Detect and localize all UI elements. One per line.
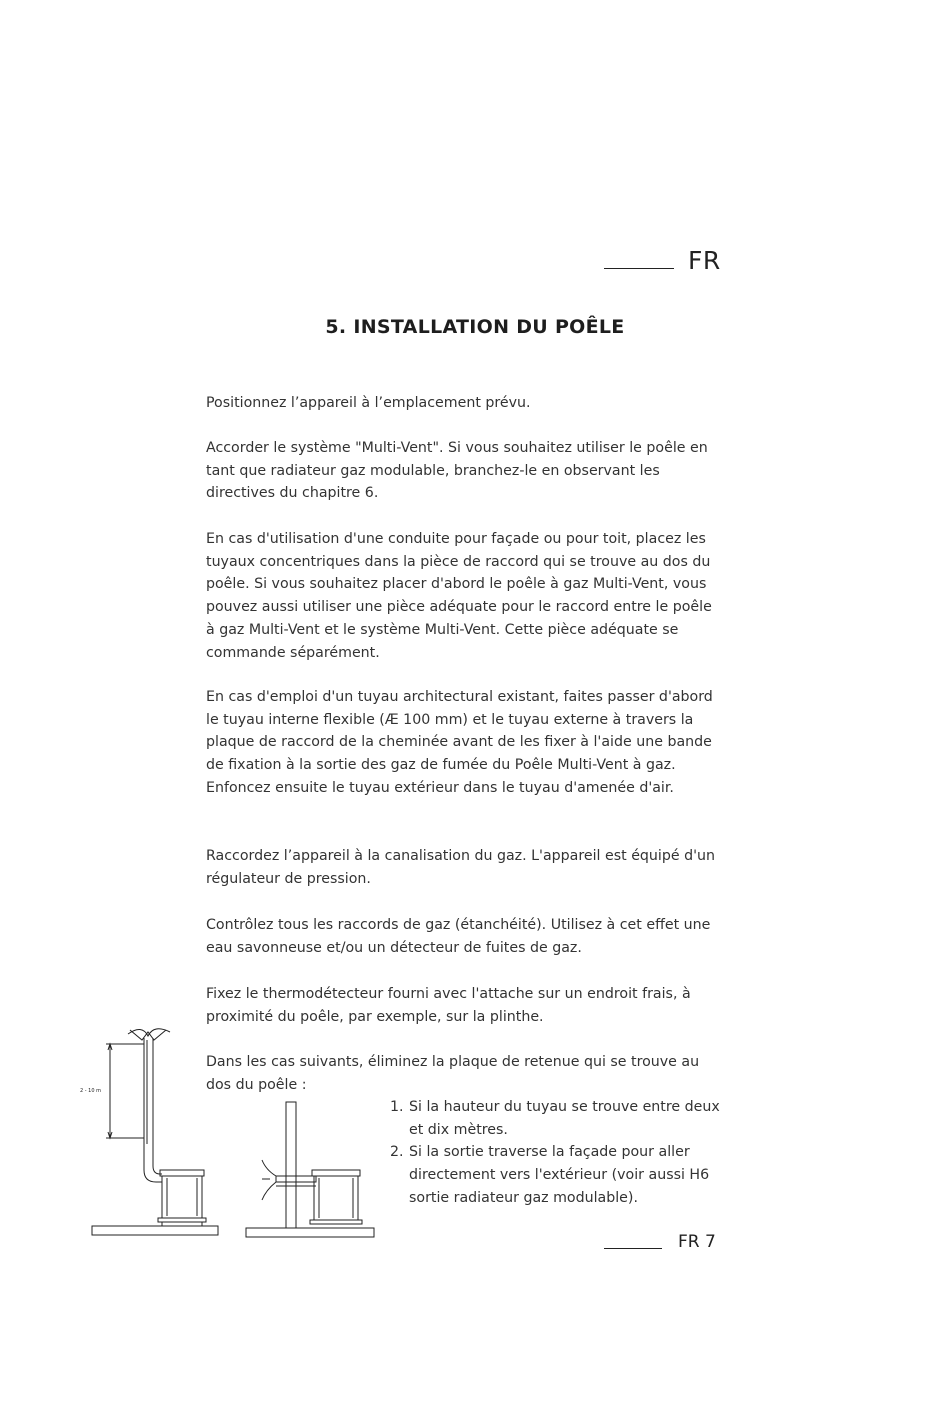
list-item (390, 1096, 720, 1141)
list-item-text: Si la hauteur du tuyau se trouve entre deux et dix mètres. (409, 1099, 720, 1138)
paragraph-leak-check: Contrôlez tous les raccords de gaz (étanchéité). Utilisez à cet effet une eau savonneuse et/ou un détecteur de fuites de gaz. (206, 917, 711, 956)
vertical-flue-diagram (92, 1029, 218, 1235)
list-item-number: 2. (390, 1144, 404, 1161)
conditions-list (390, 1096, 720, 1210)
paragraph-restrictor-plate: Dans les cas suivants, éliminez la plaque de retenue qui se trouve au dos du poêle : (206, 1054, 700, 1093)
paragraph-facade-roof-duct: En cas d'utilisation d'une conduite pour façade ou pour toit, placez les tuyaux concentriques dans la pièce de raccord qui se trouve au dos du poêle. Si vous souhaitez placer d'abord le poêle à gaz Multi-Vent, vous pouvez aussi utiliser une pièce adéquate pour le raccord entre le poêle à gaz Multi-Vent et le système Multi-Vent. Cette pièce adéquate se commande séparément. (206, 531, 712, 661)
paragraph-thermosensor: Fixez le thermodétecteur fourni avec l'attache sur un endroit frais, à proximité du poêle, par exemple, sur la plinthe. (206, 986, 691, 1025)
language-header (604, 246, 724, 278)
list-item-number: 1. (390, 1099, 404, 1115)
paragraph-positioning: Positionnez l’appareil à l’emplacement prévu. (206, 395, 531, 411)
header-rule (604, 268, 674, 269)
paragraph-existing-chimney: En cas d'emploi d'un tuyau architectural existant, faites passer d'abord le tuyau interne flexible (Æ 100 mm) et le tuyau externe à travers la plaque de raccord de la cheminée avant de les fixer à l'aide une bande de fixation à la sortie des gaz de fumée du Poêle Multi-Vent à gaz. Enfoncez ensuite le tuyau extérieur dans le tuyau d'amenée d'air. (206, 689, 713, 796)
height-dimension-label: 2 - 10 m (80, 1088, 101, 1094)
paragraph-gas-connection: Raccordez l’appareil à la canalisation du gaz. L'appareil est équipé d'un régulateur de pression. (206, 848, 715, 887)
list-item (390, 1141, 720, 1209)
facade-outlet-diagram (246, 1102, 374, 1237)
list-item-text: Si la sortie traverse la façade pour aller directement vers l'extérieur (voir aussi H6 sortie radiateur gaz modulable). (409, 1144, 710, 1206)
section-title: 5. INSTALLATION DU POÊLE (325, 316, 625, 338)
page-number: FR 7 (678, 1232, 716, 1252)
paragraph-multi-vent: Accorder le système "Multi-Vent". Si vous souhaitez utiliser le poêle en tant que radiateur gaz modulable, branchez-le en observant les directives du chapitre 6. (206, 440, 708, 502)
installation-diagram (70, 1020, 380, 1245)
language-code: FR (688, 246, 721, 275)
footer-rule (604, 1248, 662, 1249)
page-footer (604, 1232, 724, 1258)
